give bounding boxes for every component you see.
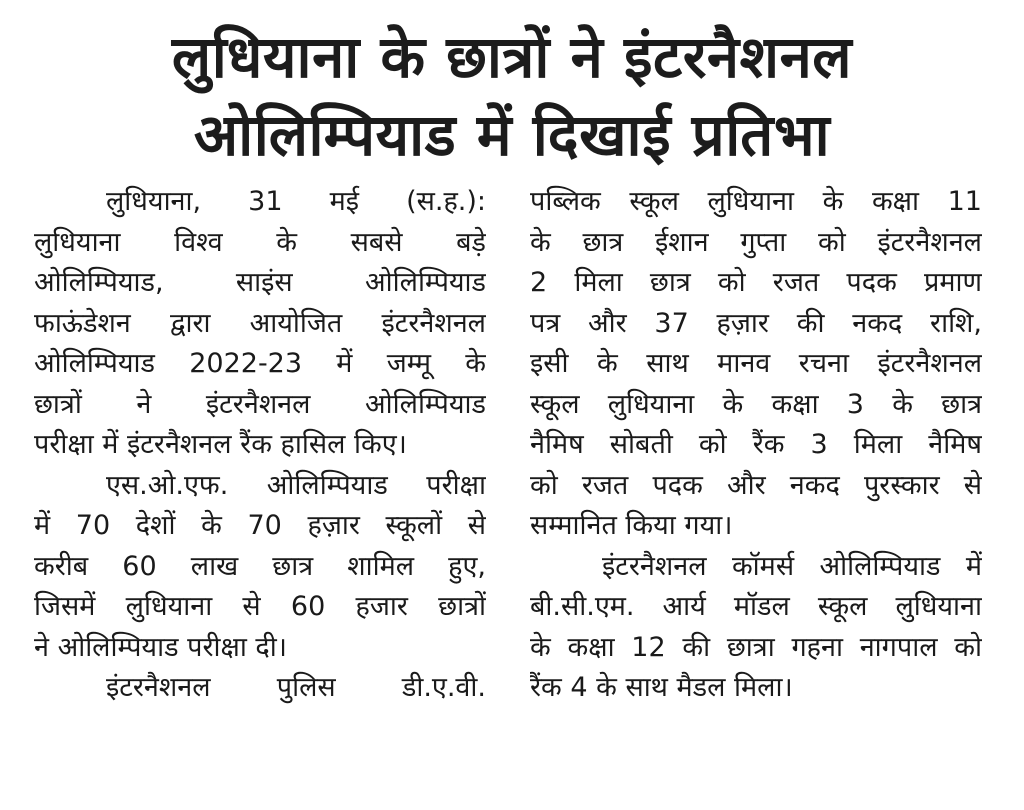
text-line: इसी के साथ मानव रचना इंटरनैशनल (530, 348, 982, 379)
text-line: ने ओलिम्पियाड परीक्षा दी। (34, 631, 287, 663)
text-line: परीक्षा में इंटरनैशनल रैंक हासिल किए। (34, 429, 407, 460)
text-line: स्कूल लुधियाना के कक्षा 3 के छात्र (530, 388, 982, 420)
text-line: फाऊंडेशन द्वारा आयोजित इंटरनैशनल (34, 307, 486, 339)
text-line: छात्रों ने इंटरनैशनल ओलिम्पियाड (34, 388, 486, 420)
text-line: पब्लिक स्कूल लुधियाना के कक्षा 11 (530, 186, 982, 217)
text-line: ओलिम्पियाड 2022-23 में जम्मू के (34, 348, 486, 379)
text-line: सम्मानित किया गया। (530, 510, 733, 541)
text-line: 2 मिला छात्र को रजत पदक प्रमाण (530, 267, 982, 298)
text-line: ओलिम्पियाड, साइंस ओलिम्पियाड (34, 267, 486, 298)
headline-line-1: लुधियाना के छात्रों ने इंटरनैशनल (171, 23, 853, 91)
headline-line-2: ओलिम्पियाड में दिखाई प्रतिभा (193, 101, 831, 169)
text-line: नैमिष सोबती को रैंक 3 मिला नैमिष (530, 429, 982, 460)
article-column-left (34, 182, 486, 709)
article-column-right (530, 182, 982, 709)
text-line: के छात्र ईशान गुप्ता को इंटरनैशनल (530, 226, 982, 258)
text-line: रैंक 4 के साथ मैडल मिला। (530, 672, 793, 703)
text-line: लुधियाना, 31 मई (स.ह.): (106, 186, 486, 217)
text-line: को रजत पदक और नकद पुरस्कार से (530, 469, 982, 501)
text-line: पत्र और 37 हज़ार की नकद राशि, (530, 307, 982, 339)
text-line: के कक्षा 12 की छात्रा गहना नागपाल को (530, 631, 982, 663)
text-line: इंटरनैशनल कॉमर्स ओलिम्पियाड में (602, 550, 982, 582)
text-line: एस.ओ.एफ. ओलिम्पियाड परीक्षा (106, 469, 486, 501)
text-line: जिसमें लुधियाना से 60 हजार छात्रों (34, 591, 486, 622)
text-line: करीब 60 लाख छात्र शामिल हुए, (34, 550, 486, 582)
headline (20, 18, 1004, 174)
text-line: इंटरनैशनल पुलिस डी.ए.वी. (106, 672, 486, 703)
text-line: लुधियाना विश्व के सबसे बड़े (34, 226, 486, 258)
text-line: में 70 देशों के 70 हज़ार स्कूलों से (34, 510, 486, 541)
text-line: बी.सी.एम. आर्य मॉडल स्कूल लुधियाना (530, 591, 982, 622)
